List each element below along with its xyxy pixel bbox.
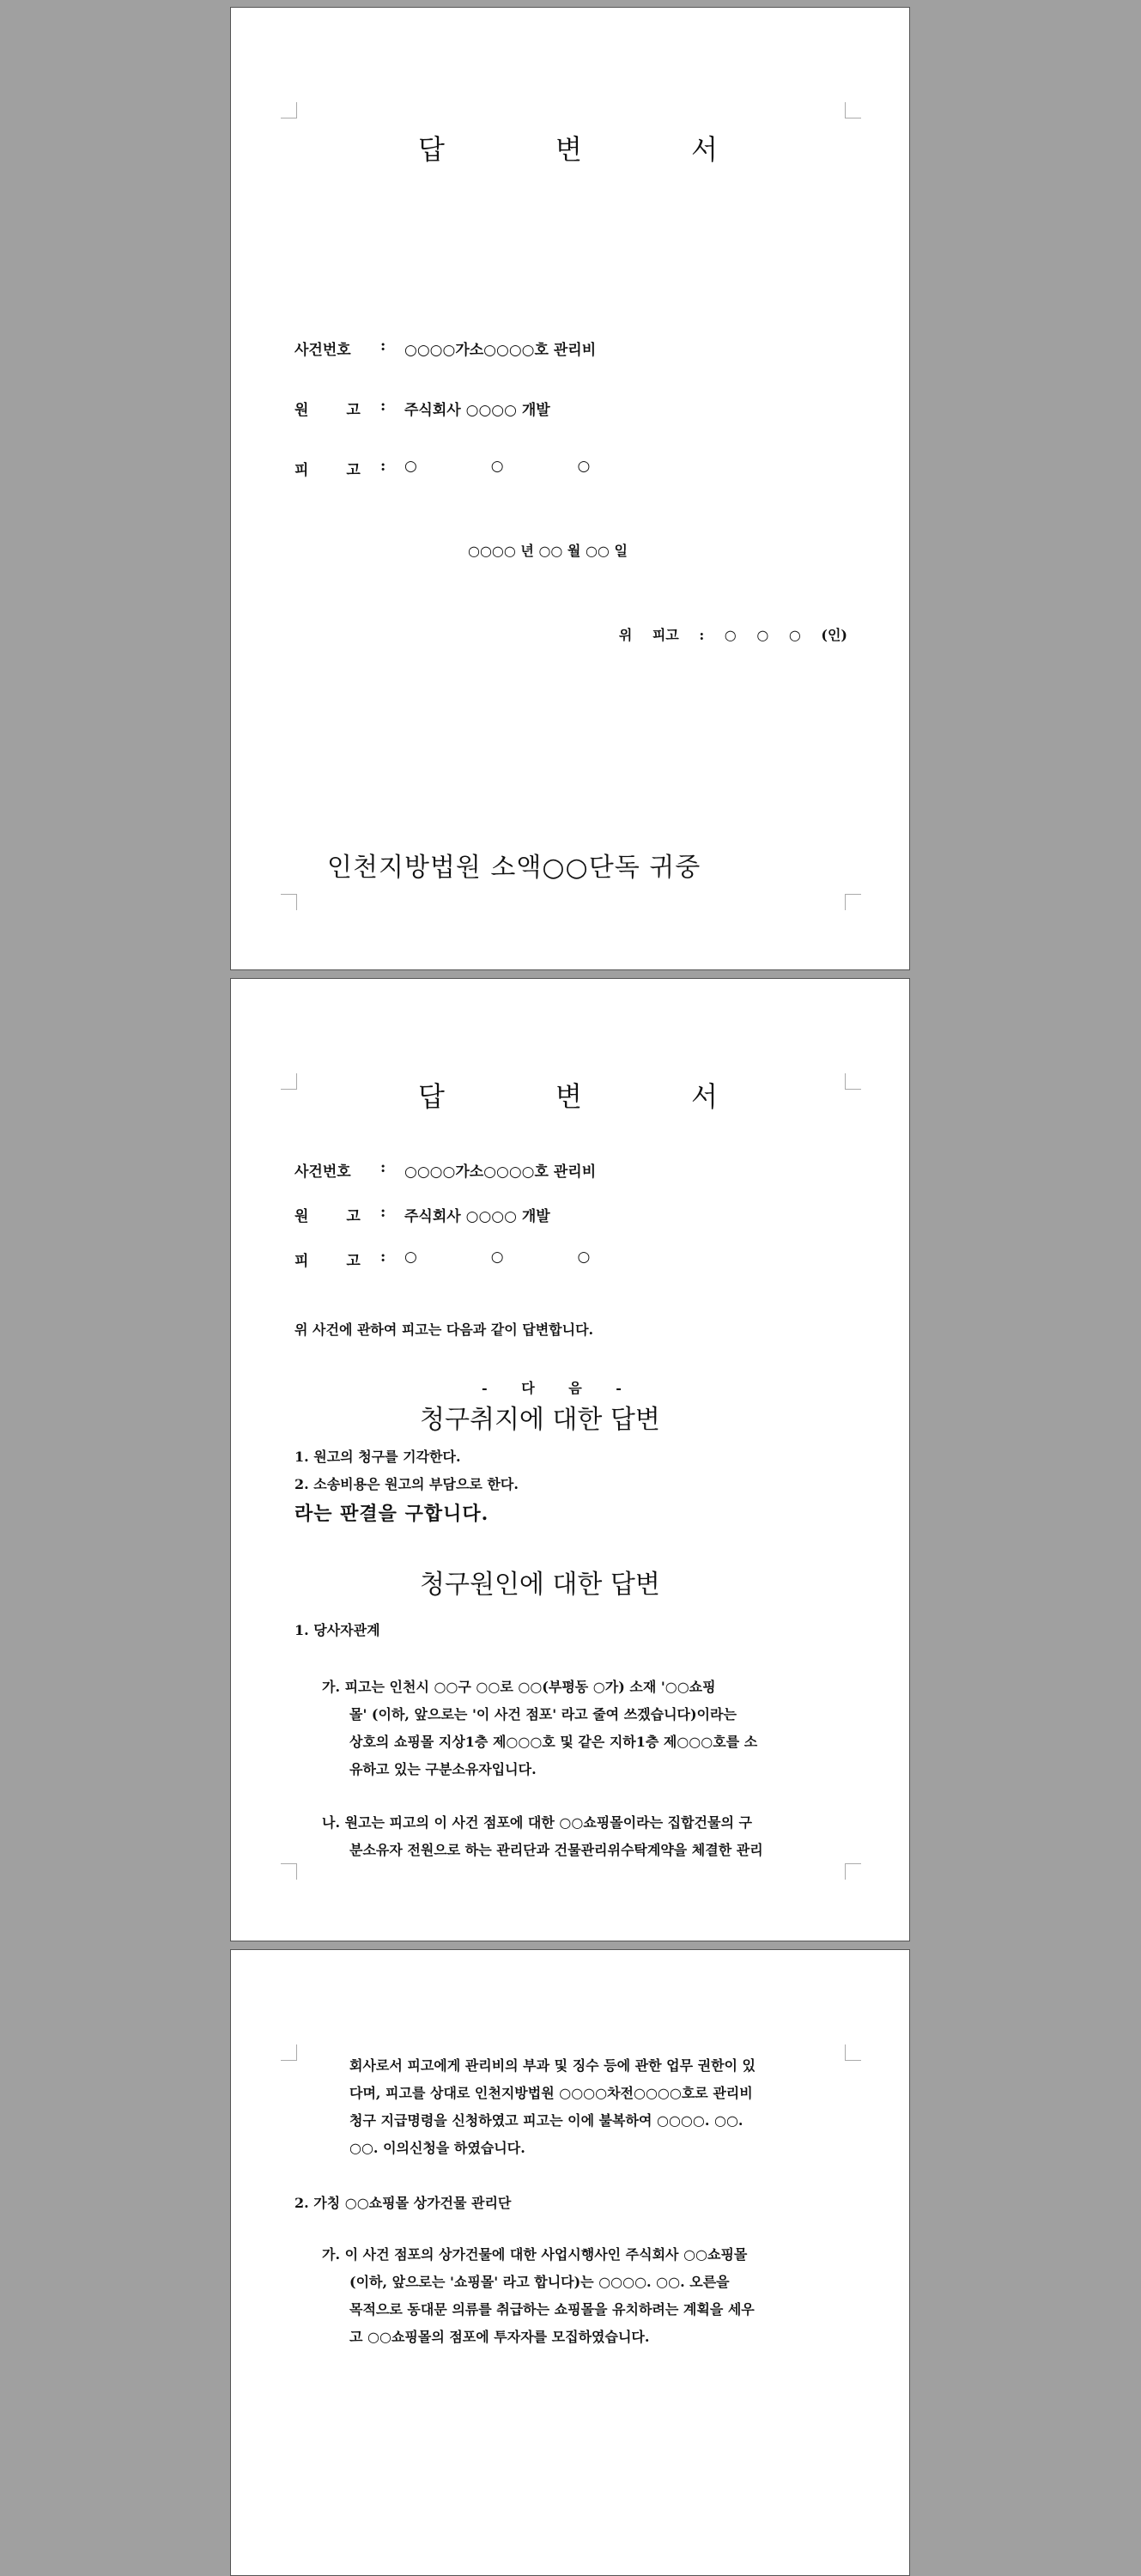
next-marker: - 다 음 - — [482, 1380, 622, 1396]
paragraph-line: ○○. 이의신청을 하였습니다. — [349, 2140, 525, 2156]
defendant-label: 피 고 — [294, 1253, 361, 1270]
page-corner-mark — [845, 1863, 861, 1880]
case-number-value: ○○○○가소○○○○호 관리비 — [404, 342, 597, 359]
page-corner-mark — [281, 1863, 297, 1880]
section-title: 1. 당사자관계 — [294, 1622, 380, 1638]
title-char: 서 — [691, 133, 718, 166]
page-corner-mark — [845, 894, 861, 910]
paragraph-line: (이하, 앞으로는 '쇼핑몰' 라고 합니다)는 ○○○○. ○○. 오른을 — [349, 2274, 730, 2290]
case-number-label: 사건번호 — [294, 342, 351, 359]
claim-item: 1. 원고의 청구를 기각한다. — [294, 1449, 461, 1465]
defendant-value: ○ ○ ○ — [404, 1249, 591, 1266]
cause-heading: 청구원인에 대한 답변 — [420, 1570, 660, 1600]
defendant-label: 피 고 — [294, 462, 361, 479]
colon: : — [380, 1249, 386, 1266]
signer-line: 위 피고 : ○ ○ ○ (인) — [618, 627, 847, 643]
paragraph-line: 가. 이 사건 점포의 상가건물에 대한 사업시행사인 주식회사 ○○쇼핑몰 — [322, 2246, 748, 2263]
page-corner-mark — [845, 2044, 861, 2061]
title-char: 변 — [555, 1080, 582, 1113]
plaintiff-value: 주식회사 ○○○○ 개발 — [404, 1208, 550, 1225]
paragraph-line: 회사로서 피고에게 관리비의 부과 및 징수 등에 관한 업무 권한이 있 — [349, 2057, 756, 2074]
intro-sentence: 위 사건에 관하여 피고는 다음과 같이 답변합니다. — [294, 1321, 594, 1338]
document-title — [231, 128, 910, 166]
defendant-row — [294, 458, 810, 478]
page-corner-mark — [281, 2044, 297, 2061]
paragraph-line: 청구 지급명령을 신청하였고 피고는 이에 불복하여 ○○○○. ○○. — [349, 2112, 743, 2129]
claim-heading: 청구취지에 대한 답변 — [420, 1405, 660, 1435]
claim-conclusion: 라는 판결을 구합니다. — [294, 1503, 489, 1525]
plaintiff-row — [294, 1204, 810, 1224]
title-char: 변 — [555, 133, 582, 166]
court-addressee: 인천지방법원 소액○○단독 귀중 — [327, 853, 701, 883]
document-page-1 — [230, 7, 910, 970]
defendant-row — [294, 1249, 810, 1269]
colon: : — [380, 1204, 386, 1221]
paragraph-line: 목적으로 동대문 의류를 취급하는 쇼핑몰을 유치하려는 계획을 세우 — [349, 2301, 755, 2318]
colon: : — [380, 1159, 386, 1176]
plaintiff-label: 원 고 — [294, 1208, 361, 1225]
page-corner-mark — [281, 894, 297, 910]
section-title: 2. 가칭 ○○쇼핑몰 상가건물 관리단 — [294, 2195, 512, 2211]
page-corner-mark — [281, 102, 297, 118]
case-number-value: ○○○○가소○○○○호 관리비 — [404, 1163, 597, 1181]
plaintiff-value: 주식회사 ○○○○ 개발 — [404, 402, 550, 419]
document-page-2 — [230, 978, 910, 1941]
page-corner-mark — [845, 102, 861, 118]
title-char: 답 — [418, 133, 445, 166]
paragraph-line: 가. 피고는 인천시 ○○구 ○○로 ○○(부평동 ○가) 소재 '○○쇼핑 — [322, 1679, 716, 1695]
defendant-value: ○ ○ ○ — [404, 458, 591, 475]
case-number-row — [294, 337, 810, 358]
colon: : — [380, 398, 386, 415]
case-number-row — [294, 1159, 810, 1180]
plaintiff-row — [294, 398, 810, 418]
title-char: 서 — [691, 1080, 718, 1113]
title-char: 답 — [418, 1080, 445, 1113]
document-title — [231, 1075, 910, 1113]
document-page-3 — [230, 1949, 910, 2576]
paragraph-line: 나. 원고는 피고의 이 사건 점포에 대한 ○○쇼핑몰이라는 집합건물의 구 — [322, 1814, 752, 1831]
paragraph-line: 고 ○○쇼핑몰의 점포에 투자자를 모집하였습니다. — [349, 2329, 650, 2345]
paragraph-line: 다며, 피고를 상대로 인천지방법원 ○○○○차전○○○○호로 관리비 — [349, 2085, 753, 2101]
paragraph-line: 상호의 쇼핑몰 지상1층 제○○○호 및 같은 지하1층 제○○○호를 소 — [349, 1734, 758, 1750]
colon: : — [380, 337, 386, 355]
paragraph-line: 분소유자 전원으로 하는 관리단과 건물관리위수탁계약을 체결한 관리 — [349, 1842, 763, 1858]
document-date: ○○○○ 년 ○○ 월 ○○ 일 — [468, 543, 628, 559]
colon: : — [380, 458, 386, 475]
paragraph-line: 몰' (이하, 앞으로는 '이 사건 점포' 라고 줄여 쓰겠습니다)이라는 — [349, 1706, 737, 1722]
case-number-label: 사건번호 — [294, 1163, 351, 1181]
paragraph-line: 유하고 있는 구분소유자입니다. — [349, 1761, 537, 1777]
plaintiff-label: 원 고 — [294, 402, 361, 419]
claim-item: 2. 소송비용은 원고의 부담으로 한다. — [294, 1476, 519, 1492]
